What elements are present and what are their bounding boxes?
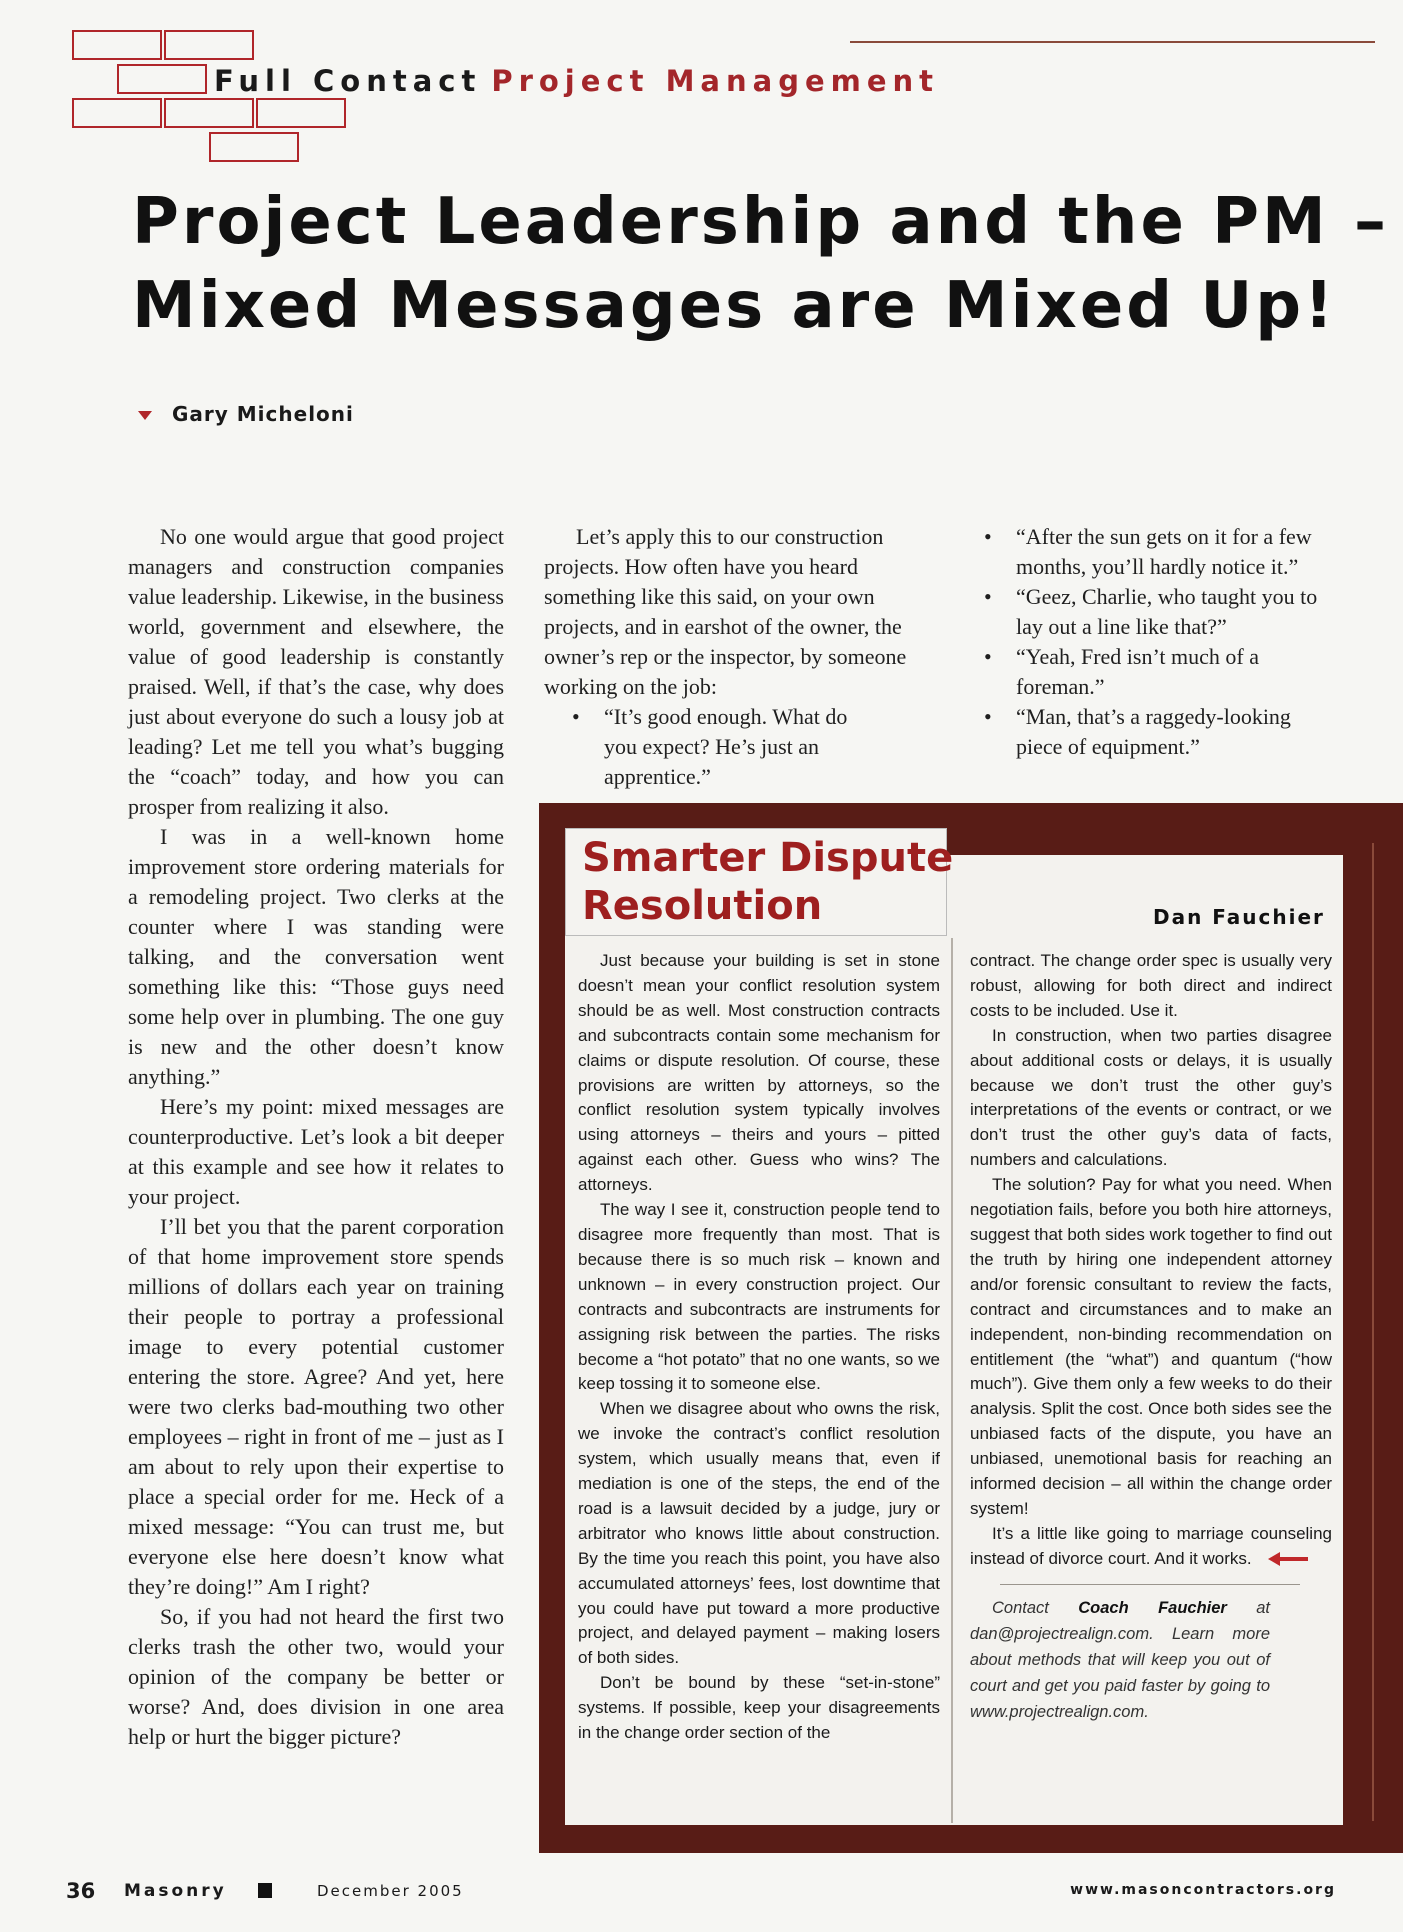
article-paragraph: I’ll bet you that the parent corporation of that home improvement store spends millions of dollars each year on training their people to portray a professional image to every potential customer entering the store. Agree? And yet, here were two clerks bad-mouthing two other employees – right in front of me – just as I am about to rely upon their expertise to place a special order for me. Heck of a mixed message: “You can trust me, but everyone else here doesn’t know what they’re doing!” Am I right? bbox=[128, 1214, 504, 1599]
page-footer bbox=[66, 1879, 1336, 1905]
byline bbox=[138, 402, 354, 426]
quote-item: • “Man, that’s a raggedy-looking piece of equipment.” bbox=[984, 702, 1324, 762]
sidebar-paragraph: In construction, when two parties disagree about additional costs or delays, it is usually because we don’t trust the other guy’s interpretations of the events or contract, or we don’t trust the other guy’s data of facts, numbers and calculations. bbox=[970, 1025, 1332, 1170]
article-paragraph: No one would argue that good project managers and construction companies value leadership. Likewise, in the business world, government and elsewhere, the value of good leadership is constantly praised. Well, if that’s the case, why does just about everyone do such a lousy job at leading? Let me tell you what’s bugging the “coach” today, and how you can prosper from realizing it also. bbox=[128, 524, 504, 819]
quote-item: • “After the sun gets on it for a few months, you’ll hardly notice it.” bbox=[984, 522, 1324, 582]
contact-post: at dan@projectrealign.com. Learn more about methods that will keep you out of court and get you paid faster by going to www.projectrealign.com. bbox=[970, 1598, 1270, 1721]
sidebar-author: Dan Fauchier bbox=[1153, 905, 1325, 929]
magazine-name: Masonry bbox=[124, 1881, 227, 1901]
sidebar-rule bbox=[850, 41, 1375, 43]
byline-triangle-icon bbox=[138, 411, 152, 420]
article-paragraph: Here’s my point: mixed messages are counterproductive. Let’s look a bit deeper at this example and see how it relates to your project. bbox=[128, 1094, 504, 1209]
sidebar-paragraph: Just because your building is set in stone doesn’t mean your conflict resolution system should be as well. Most construction contracts and subcontracts contain some mechanism for claims or dispute resolution. Of course, these provisions are written by attorneys, so the conflict resolution system typically involves using attorneys – theirs and yours – pitted against each other. Guess who wins? The attorneys. bbox=[578, 951, 940, 1195]
logo-brick bbox=[72, 30, 162, 60]
logo-brick bbox=[117, 64, 207, 94]
page-number: 36 bbox=[66, 1879, 96, 1903]
logo-brick bbox=[72, 98, 162, 128]
logo-brick bbox=[209, 132, 299, 162]
sidebar-column-divider bbox=[951, 938, 953, 1823]
logo-brick bbox=[256, 98, 346, 128]
sidebar-column-1 bbox=[578, 949, 940, 1746]
quote-item: • “It’s good enough. What do you expect? He’s just an apprentice.” bbox=[572, 702, 872, 792]
sidebar-title-line-2: Resolution bbox=[582, 883, 823, 929]
quote-item: • “Yeah, Fred isn’t much of a foreman.” bbox=[984, 642, 1324, 702]
footer-square-icon bbox=[258, 1883, 272, 1898]
article-column-1 bbox=[128, 522, 504, 1752]
sidebar-paragraph: Don’t be bound by these “set-in-stone” systems. If possible, keep your disagreements in the change order section of the bbox=[578, 1673, 940, 1743]
headline-line-2: Mixed Messages are Mixed Up! bbox=[132, 269, 1337, 343]
sidebar-paragraph: The solution? Pay for what you need. When negotiation fails, before you both hire attorneys, suggest that both sides work together to find out the truth by hiring one independent attorney and/or forensic consultant to review the facts, contract and circumstances and to make an independent, non-binding recommendation on entitlement (the “what”) and quantum (“how much”). Give them only a few weeks to do their analysis. Split the cost. Once both sides see the unbiased facts of the dispute, you have an unbiased, unemotional basis for reaching an informed decision – all within the change order system! bbox=[970, 1175, 1332, 1518]
sidebar-paragraph: The way I see it, construction people tend to disagree more frequently than most. That is because there is so much risk – known and unknown – in every construction project. Our contracts and subcontracts are instruments for assigning risk between the parties. The risks become a “hot potato” that no one wants, so we keep tossing it to someone else. bbox=[578, 1200, 940, 1394]
logo-brick bbox=[164, 98, 254, 128]
quote-list bbox=[984, 522, 1324, 762]
sidebar-title bbox=[582, 834, 953, 930]
article-paragraph: Let’s apply this to our construction projects. How often have you heard something like this said, on your own projects, and in earshot of the owner, the owner’s rep or the inspector, by someone working on the job: bbox=[544, 524, 907, 699]
headline-line-1: Project Leadership and the PM – bbox=[132, 185, 1389, 259]
article-column-2 bbox=[544, 522, 920, 792]
logo-brick bbox=[164, 30, 254, 60]
series-title-part2: Project Management bbox=[491, 64, 940, 98]
sidebar-column-2 bbox=[970, 949, 1332, 1725]
article-paragraph: I was in a well-known home improvement store ordering materials for a remodeling project. Two clerks at the counter where I was standing were talking, and the conversation went something like this: “Those guys need some help over in plumbing. The one guy is new and the other doesn’t know anything.” bbox=[128, 824, 504, 1089]
sidebar-closing-paragraph bbox=[970, 1522, 1332, 1572]
contact-pre: Contact bbox=[992, 1598, 1049, 1617]
author-contact bbox=[970, 1595, 1270, 1725]
article-paragraph: So, if you had not heard the first two clerks trash the other two, would your opinion of the company be better or worse? And, does division in one area help or hurt the bigger picture? bbox=[128, 1604, 504, 1749]
series-title bbox=[214, 64, 939, 98]
sidebar-closing-text: It’s a little like going to marriage counseling instead of divorce court. And it works. bbox=[970, 1523, 1332, 1568]
sidebar-paragraph: When we disagree about who owns the risk, we invoke the contract’s conflict resolution system, which usually means that, even if mediation is one of the steps, the end of the road is a lawsuit decided by a judge, jury or arbitrator who knows little about construction. By the time you reach this point, you have also accumulated attorneys’ fees, lost downtime that you could have put toward a more productive project, and delayed payment – making losers of both sides. bbox=[578, 1399, 940, 1668]
byline-author: Gary Micheloni bbox=[172, 402, 354, 426]
sidebar-paragraph: contract. The change order spec is usually very robust, allowing for both direct and indirect costs to be included. Use it. bbox=[970, 951, 1332, 1020]
contact-name: Coach Fauchier bbox=[1078, 1598, 1227, 1617]
article-column-3 bbox=[984, 522, 1324, 762]
quote-item: • “Geez, Charlie, who taught you to lay out a line like that?” bbox=[984, 582, 1324, 642]
issue-date: December 2005 bbox=[317, 1882, 464, 1900]
series-title-part1: Full Contact bbox=[214, 64, 482, 98]
contact-rule bbox=[1000, 1584, 1300, 1585]
article-headline bbox=[132, 180, 1389, 348]
end-mark-arrow-icon bbox=[1266, 1551, 1310, 1567]
quote-list bbox=[572, 702, 872, 792]
sidebar-title-line-1: Smarter Dispute bbox=[582, 835, 954, 881]
website-url: www.masoncontractors.org bbox=[1070, 1882, 1336, 1898]
